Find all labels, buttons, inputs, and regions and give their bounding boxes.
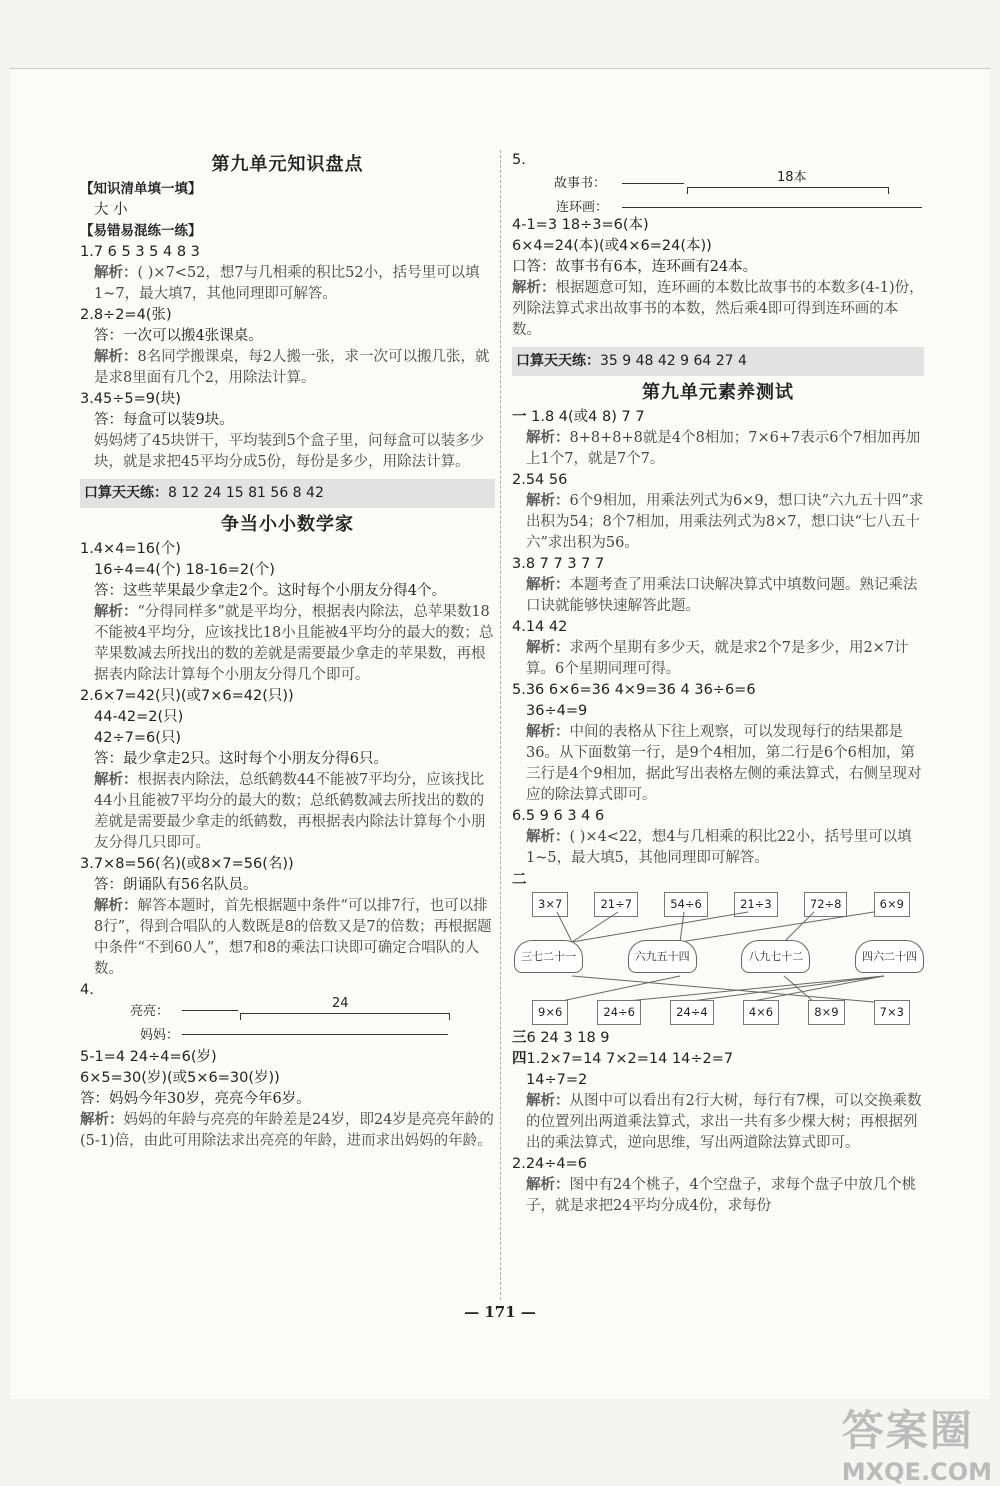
expr-box: 24÷4 — [670, 1000, 714, 1025]
analysis: 解析：根据表内除法，总纸鹤数44不能被7平均分，应该找比44小且能被7平均分的最大的数；总纸鹤数减去所找出的数的差就是需要最少拿走的纸鹤数，再根据表内除法计算每个小朋友分得几只即可。 — [94, 772, 486, 851]
section-mark: 四 — [512, 1051, 527, 1067]
analysis: 解析：8名同学搬课桌，每2人搬一张，求一次可以搬几张，就是求8里面有几个2，用除法计算。 — [94, 349, 490, 386]
answer-line: 44-42=2(只) — [94, 709, 184, 725]
section-mark: 三 — [512, 1030, 527, 1046]
analysis: 解析：求两个星期有多少天，就是求2个7是多少，用2×7计算。6个星期同理可得。 — [526, 640, 909, 677]
expr-box: 21÷3 — [734, 892, 778, 917]
answer-line: 1.4×4=16(个) — [80, 541, 181, 557]
expr-box: 72÷8 — [804, 892, 848, 917]
answer-line: 3.45÷5=9(块) — [80, 391, 181, 407]
section-title: 争当小小数学家 — [221, 514, 354, 535]
answer-line: 3.7×8=56(名)(或8×7=56(名)) — [80, 856, 294, 872]
segment-line — [622, 183, 684, 184]
answer-line: 四1.2×7=14 7×2=14 14÷2=7 — [512, 1051, 734, 1067]
column-divider — [500, 150, 501, 1300]
analysis: 解析：6个9相加，用乘法列式为6×9，想口诀“六九五十四”求出积为54；8个7相加，用乘法列式为8×7，想口诀“七八五十六”求出积为56。 — [526, 493, 924, 551]
multiplication-rhyme: 三七二十一 — [514, 940, 583, 973]
answer-line: 3.8 7 7 3 7 7 — [512, 556, 605, 572]
analysis: 解析：8+8+8+8就是4个8相加；7×6+7表示6个7相加再加上1个7，就是7个7。 — [526, 430, 921, 467]
segment-brace — [240, 1013, 450, 1020]
multiplication-rhyme: 四六二十四 — [855, 940, 924, 973]
answer-line: 6.5 9 6 3 4 6 — [512, 808, 605, 824]
multiplication-rhyme: 八九七十二 — [741, 940, 810, 973]
answer-line: 答：最少拿走2只。这时每个小朋友分得6只。 — [94, 751, 388, 767]
analysis: 解析：( )×4<22，想4与几相乘的积比22小，括号里可以填1~5，最大填5，其他同理即可解答。 — [526, 829, 912, 866]
answer-line: 答：每盒可以装9块。 — [94, 412, 234, 428]
answer-line: 36÷4=9 — [526, 703, 588, 719]
expr-box: 21÷7 — [594, 892, 638, 917]
segment-line — [182, 1010, 238, 1011]
answer-line: 三6 24 3 18 9 — [512, 1030, 610, 1046]
analysis: 解析：从图中可以看出有2行大树，每行有7棵，可以交换乘数的位置列出两道乘法算式，求出一共有多少棵大树；再根据列出的乘法算式，逆向思维，写出两道除法算式即可。 — [526, 1093, 922, 1151]
answer-line: 6×4=24(本)(或4×6=24(本)) — [512, 238, 712, 254]
answer-line: 2.6×7=42(只)(或7×6=42(只)) — [80, 688, 294, 704]
expr-box: 24÷6 — [597, 1000, 641, 1025]
watermark-url: MXQE.COM — [841, 1458, 992, 1486]
expr-box: 9×6 — [532, 1000, 568, 1025]
answer-line: 42÷7=6(只) — [94, 730, 182, 746]
segment-line — [622, 207, 922, 208]
analysis: 妈妈烤了45块饼干，平均装到5个盒子里，问每盒可以装多少块，就是求把45平均分成5份，每份是多少，用除法计算。 — [94, 433, 485, 470]
answer-line: 大 小 — [94, 202, 128, 218]
left-column — [80, 150, 495, 1152]
segment-number: 24 — [332, 996, 349, 1011]
oval-row — [514, 940, 924, 973]
segment-diagram — [512, 171, 924, 215]
answer-line: 2.54 56 — [512, 472, 568, 488]
segment-diagram — [80, 996, 495, 1047]
oral-practice-bar: 口算天天练：35 9 48 42 9 64 27 4 — [512, 347, 924, 376]
segment-brace — [687, 187, 889, 194]
segment-label: 亮亮： — [130, 1004, 170, 1019]
analysis: 解析：根据题意可知，连环画的本数比故事书的本数多(4-1)份，列除法算式求出故事书的本数，然后乘4即可得到连环画的本数。 — [512, 280, 924, 338]
answer-line: 答：朗诵队有56名队员。 — [94, 877, 258, 893]
answer-line: 答：这些苹果最少拿走2个。这时每个小朋友分得4个。 — [94, 583, 446, 599]
segment-label: 连环画： — [556, 200, 609, 215]
segment-number: 18本 — [777, 170, 807, 185]
answer-line: 4. — [80, 982, 94, 998]
expr-box: 4×6 — [743, 1000, 779, 1025]
answer-line: 4-1=3 18÷3=6(本) — [512, 217, 649, 233]
section-mark: 一 — [512, 409, 527, 425]
analysis: 解析：解答本题时，首先根据题中条件“可以排7行，也可以排8行”，得到合唱队的人数既是8的倍数又是7的倍数；再根据题中条件“不到60人”，想7和8的乘法口诀即可确定合唱队的人数。 — [94, 898, 492, 977]
answer-line: 2.24÷4=6 — [512, 1156, 588, 1172]
expr-box: 7×3 — [874, 1000, 910, 1025]
answer-line: 答：妈妈今年30岁，亮亮今年6岁。 — [80, 1091, 311, 1107]
answer-line: 5.36 6×6=36 4×9=36 4 36÷6=6 — [512, 682, 756, 698]
answer-line: 2.8÷2=4(张) — [80, 307, 172, 323]
right-column — [512, 150, 924, 1217]
expr-box: 8×9 — [808, 1000, 844, 1025]
expr-box: 6×9 — [874, 892, 910, 917]
analysis: 解析：本题考查了用乘法口诀解决算式中填数问题。熟记乘法口诀就能够快速解答此题。 — [526, 577, 918, 614]
answer-line: 答：一次可以搬4张课桌。 — [94, 328, 263, 344]
analysis: 解析：妈妈的年龄与亮亮的年龄差是24岁，即24岁是亮亮年龄的(5-1)倍，由此可用除法求出亮亮的年龄，进而求出妈妈的年龄。 — [80, 1112, 494, 1149]
answer-line: 4.14 42 — [512, 619, 568, 635]
segment-line — [182, 1034, 448, 1035]
watermark-logo — [842, 1398, 992, 1486]
analysis: 解析：( )×7<52，想7与几相乘的积比52小，括号里可以填1~7，最大填7，其他同理即可解答。 — [94, 265, 480, 302]
watermark-text: 答案圈 — [841, 1406, 974, 1455]
expr-box: 54÷6 — [664, 892, 708, 917]
answer-line: 16÷4=4(个) 18-16=2(个) — [94, 562, 275, 578]
segment-label: 妈妈： — [140, 1028, 180, 1043]
section-tag: 【知识清单填一填】 — [80, 181, 202, 197]
section-title: 第九单元素养测试 — [642, 382, 794, 403]
analysis: 解析：中间的表格从下往上观察，可以发现每行的结果都是36。从下面数第一行，是9个4相加，第二行是6个6相加，第三行是4个9相加，据此写出表格左侧的乘法算式，右侧呈现对应的除法算式即可。 — [526, 724, 922, 803]
answer-line: 一 1.8 4(或4 8) 7 7 — [512, 409, 645, 425]
oral-practice-bar: 口算天天练：8 12 24 15 81 56 8 42 — [80, 479, 495, 508]
matching-diagram — [512, 890, 924, 1028]
section-tag: 【易错易混练一练】 — [80, 223, 202, 239]
section-mark: 二 — [512, 871, 527, 888]
bottom-boxes — [532, 1000, 910, 1025]
answer-line: 6×5=30(岁)(或5×6=30(岁)) — [80, 1070, 280, 1086]
expr-box: 3×7 — [532, 892, 568, 917]
answer-line: 口答：故事书有6本，连环画有24本。 — [512, 259, 758, 275]
page-number: — 171 — — [464, 1303, 536, 1321]
analysis: 解析：“分得同样多”就是平均分，根据表内除法，总苹果数18不能被4平均分，应该找比18小且能被4平均分的最大的数；总苹果数减去所找出的数的差就是需要最少拿走的苹果数，再根据表内除法计算每个小朋友分得几个即可。 — [94, 604, 494, 683]
answer-line: 1.7 6 5 3 5 4 8 3 — [80, 244, 200, 260]
answer-line: 5-1=4 24÷4=6(岁) — [80, 1049, 217, 1065]
analysis: 解析：图中有24个桃子，4个空盘子，求每个盘子中放几个桃子，就是求把24平均分成4份，求每份 — [526, 1177, 917, 1214]
section-title: 第九单元知识盘点 — [211, 154, 364, 175]
segment-label: 故事书： — [554, 176, 607, 191]
answer-line: 5. — [512, 152, 526, 168]
multiplication-rhyme: 六九五十四 — [628, 940, 697, 973]
answer-line: 14÷7=2 — [526, 1072, 588, 1088]
